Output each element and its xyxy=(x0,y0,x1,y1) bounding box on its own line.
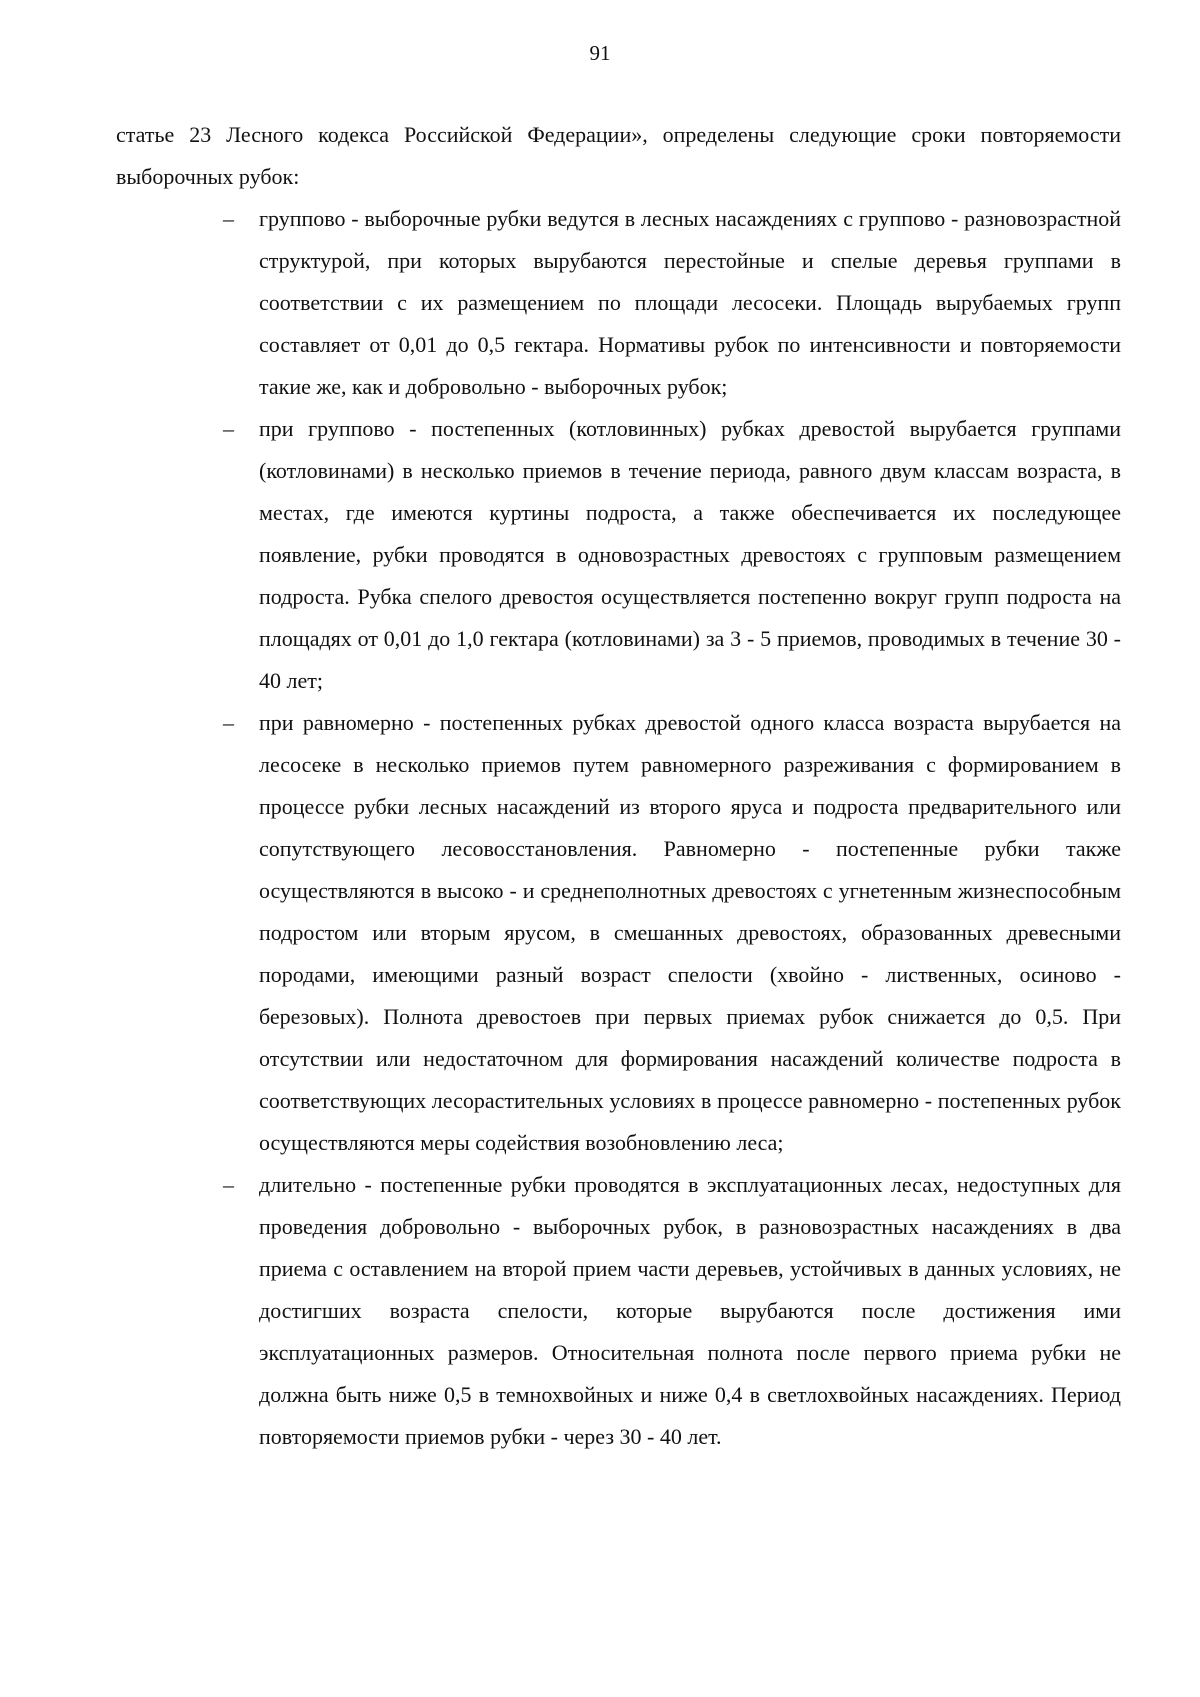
list-item xyxy=(116,408,1121,702)
list-item-text: при равномерно - постепенных рубках древостой одного класса возраста вырубается на лесосеке в несколько приемов путем равномерного разреживания с формированием в процессе рубки лесных насаждений из второго яруса и подроста предварительного или сопутствующего лесовосстановления. Равномерно - постепенные рубки также осуществляются в высоко - и среднеполнотных древостоях с угнетенным жизнеспособным подростом или вторым ярусом, в смешанных древостоях, образованных древесными породами, имеющими разный возраст спелости (хвойно - лиственных, осиново - березовых). Полнота древостоев при первых приемах рубок снижается до 0,5. При отсутствии или недостаточном для формирования насаждений количестве подроста в соответствующих лесорастительных условиях в процессе равномерно - постепенных рубок осуществляются меры содействия возобновлению леса; xyxy=(259,710,1121,1155)
dash-marker: – xyxy=(223,1172,234,1197)
dash-marker: – xyxy=(223,416,234,441)
dash-marker: – xyxy=(223,206,234,231)
list-item xyxy=(116,198,1121,408)
intro-paragraph: статье 23 Лесного кодекса Российской Федерации», определены следующие сроки повторяемости выборочных рубок: xyxy=(116,122,1121,189)
list-item xyxy=(116,702,1121,1164)
document-body xyxy=(116,114,1121,1458)
list-item-text: группово - выборочные рубки ведутся в лесных насаждениях с группово - разновозрастной структурой, при которых вырубаются перестойные и спелые деревья группами в соответствии с их размещением по площади лесосеки. Площадь вырубаемых групп составляет от 0,01 до 0,5 гектара. Нормативы рубок по интенсивности и повторяемости такие же, как и добровольно - выборочных рубок; xyxy=(259,206,1121,399)
page-number: 91 xyxy=(589,41,611,65)
list-item-text: при группово - постепенных (котловинных) рубках древостой вырубается группами (котловинами) в несколько приемов в течение периода, равного двум классам возраста, в местах, где имеются куртины подроста, а также обеспечивается их последующее появление, рубки проводятся в одновозрастных древостоях с групповым размещением подроста. Рубка спелого древостоя осуществляется постепенно вокруг групп подроста на площадях от 0,01 до 1,0 гектара (котловинами) за 3 - 5 приемов, проводимых в течение 30 - 40 лет; xyxy=(259,416,1121,693)
dash-marker: – xyxy=(223,710,234,735)
list-item xyxy=(116,1164,1121,1458)
felling-types-list xyxy=(116,198,1121,1458)
list-item-text: длительно - постепенные рубки проводятся в эксплуатационных лесах, недоступных для проведения добровольно - выборочных рубок, в разновозрастных насаждениях в два приема с оставлением на второй прием части деревьев, устойчивых в данных условиях, не достигших возраста спелости, которые вырубаются после достижения ими эксплуатационных размеров. Относительная полнота после первого приема рубки не должна быть ниже 0,5 в темнохвойных и ниже 0,4 в светлохвойных насаждениях. Период повторяемости приемов рубки - через 30 - 40 лет. xyxy=(259,1172,1121,1449)
